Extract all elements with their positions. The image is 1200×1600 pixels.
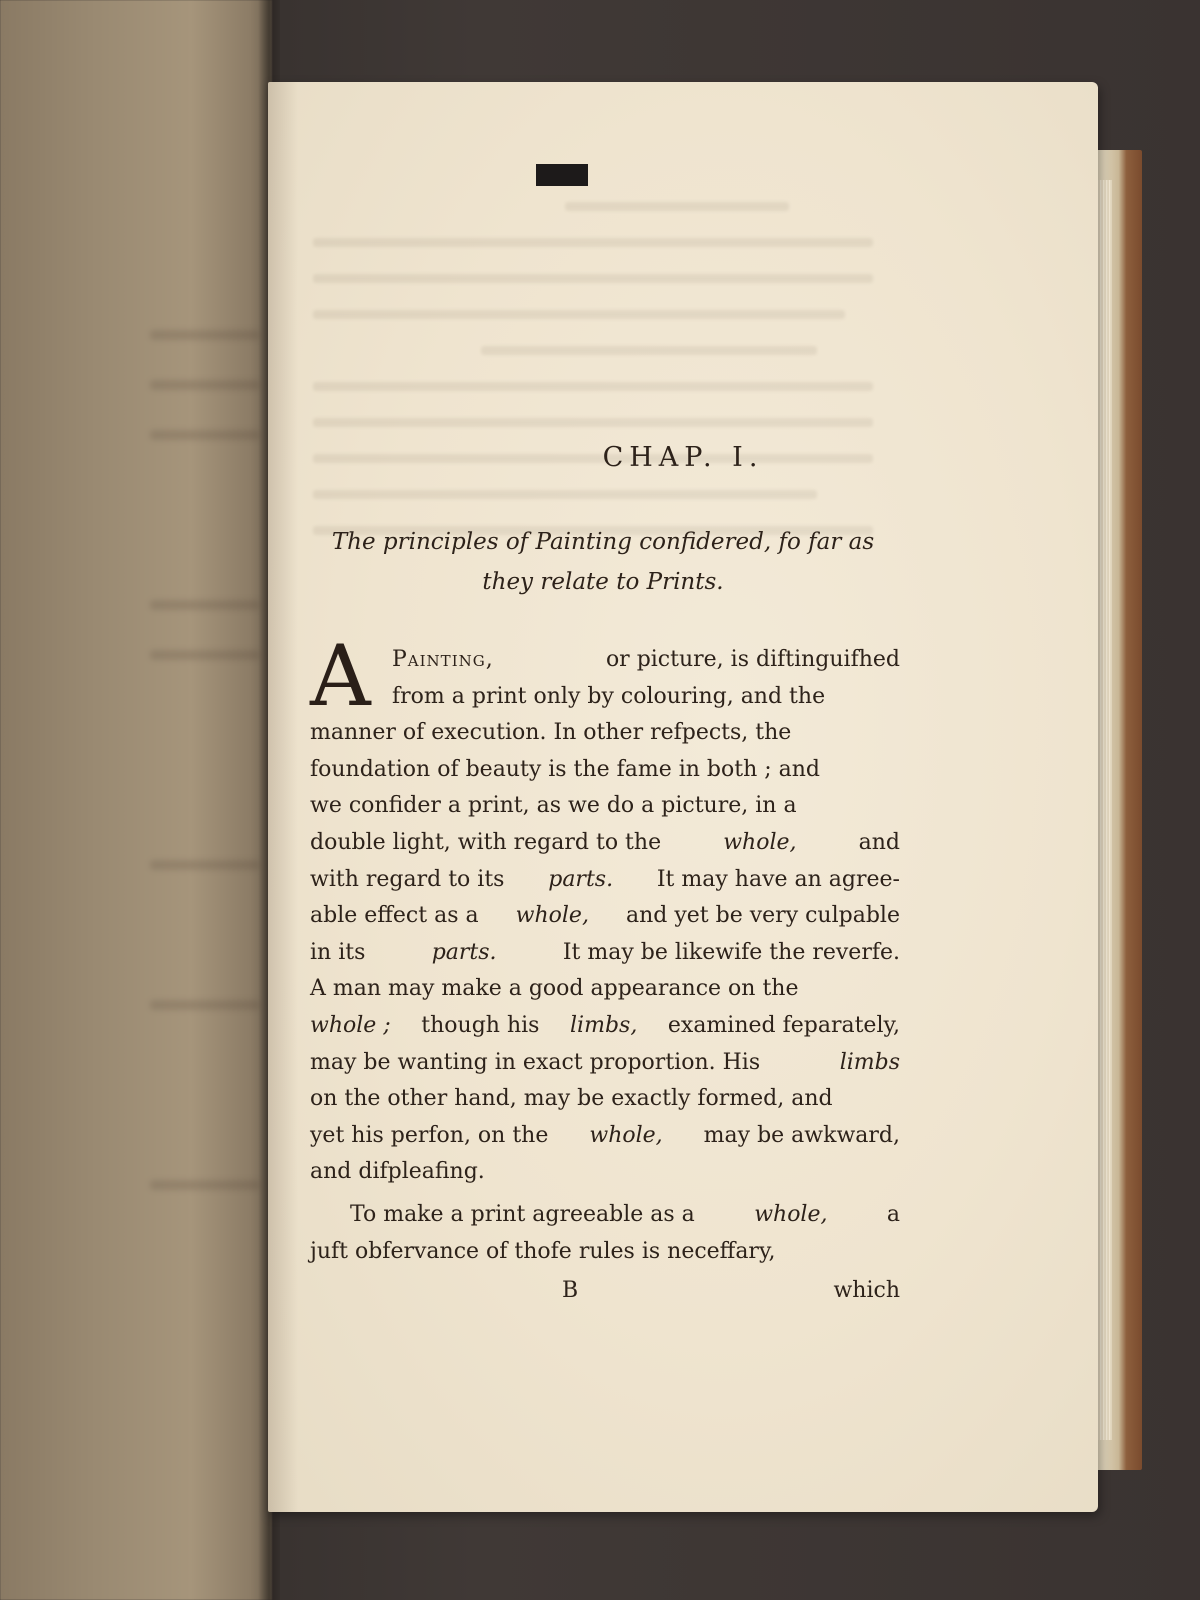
bleed-through-mark: [150, 380, 260, 390]
chapter-subtitle: [308, 522, 898, 602]
italic-segment: whole,: [754, 1201, 828, 1227]
text-line: from a print only by colouring, and the: [392, 683, 826, 709]
bleed-through-mark: [150, 430, 260, 440]
text-line: A man may make a good appearance on the: [310, 976, 799, 1002]
text-segment: examined feparately,: [667, 1012, 900, 1038]
catchword: which: [833, 1278, 900, 1303]
text-segment: with regard to its: [310, 866, 505, 892]
italic-segment: whole,: [723, 829, 797, 855]
text-line: and difpleafing.: [310, 1159, 485, 1185]
text-segment: and yet be very culpable: [625, 903, 900, 929]
text-line: [310, 1118, 900, 1155]
text-segment: It may have an agree-: [656, 866, 900, 892]
text-line: manner of execution. In other refpects, the: [310, 720, 792, 746]
text-segment: double light, with regard to the: [310, 829, 662, 855]
bleed-through-mark: [150, 1180, 260, 1190]
left-facing-page: [0, 0, 272, 1600]
right-page: [268, 82, 1098, 1512]
text-line: foundation of beauty is the fame in both ; and: [310, 756, 821, 782]
text-line: [310, 1045, 900, 1082]
signature-mark: B: [562, 1278, 579, 1303]
text-line: we confider a print, as we do a picture, in a: [310, 793, 797, 819]
text-segment: or picture, is diftinguifhed: [605, 647, 900, 672]
text-segment: may be awkward,: [703, 1122, 900, 1148]
subtitle-line-1: The principles of Painting confidered, fo far as: [331, 529, 875, 555]
italic-segment: whole ;: [310, 1012, 391, 1038]
text-line: [310, 935, 900, 972]
body-text: [310, 627, 900, 1270]
text-segment: yet his perfon, on the: [310, 1122, 549, 1148]
italic-segment: parts.: [548, 866, 614, 892]
italic-segment: whole,: [589, 1122, 663, 1148]
page-footer: [310, 1278, 900, 1303]
text-segment: To make a print agreeable as a: [350, 1201, 695, 1227]
bleed-through-mark: [150, 860, 260, 870]
cover-corner: [536, 164, 588, 186]
text-line: [310, 1197, 900, 1234]
italic-segment: parts.: [431, 939, 497, 965]
text-line: [310, 825, 900, 862]
italic-segment: limbs,: [570, 1012, 638, 1038]
bleed-through-mark: [150, 650, 260, 660]
text-segment: a: [886, 1201, 900, 1227]
text-line: [310, 898, 900, 935]
text-segment: Painting,: [392, 647, 494, 672]
drop-cap: A: [310, 627, 371, 725]
italic-segment: whole,: [515, 903, 589, 929]
subtitle-line-2: they relate to Prints.: [482, 569, 724, 595]
bleed-through-mark: [150, 600, 260, 610]
text-line: [310, 1008, 900, 1045]
text-segment: in its: [310, 939, 366, 965]
text-line: [310, 862, 900, 899]
text-segment: and: [858, 829, 900, 855]
text-line: on the other hand, may be exactly formed, and: [310, 1086, 833, 1112]
text-segment: able effect as a: [310, 903, 479, 929]
text-line: [310, 642, 900, 679]
chapter-heading: CHAP. I.: [602, 442, 764, 473]
text-line: juft obfervance of thofe rules is neceffary,: [310, 1238, 776, 1264]
bleed-through-mark: [150, 330, 260, 340]
italic-segment: limbs: [839, 1049, 900, 1075]
text-segment: may be wanting in exact proportion. His: [310, 1049, 761, 1075]
text-segment: though his: [421, 1012, 540, 1038]
bleed-through-mark: [150, 1000, 260, 1010]
text-segment: It may be likewife the reverfe.: [562, 939, 900, 965]
